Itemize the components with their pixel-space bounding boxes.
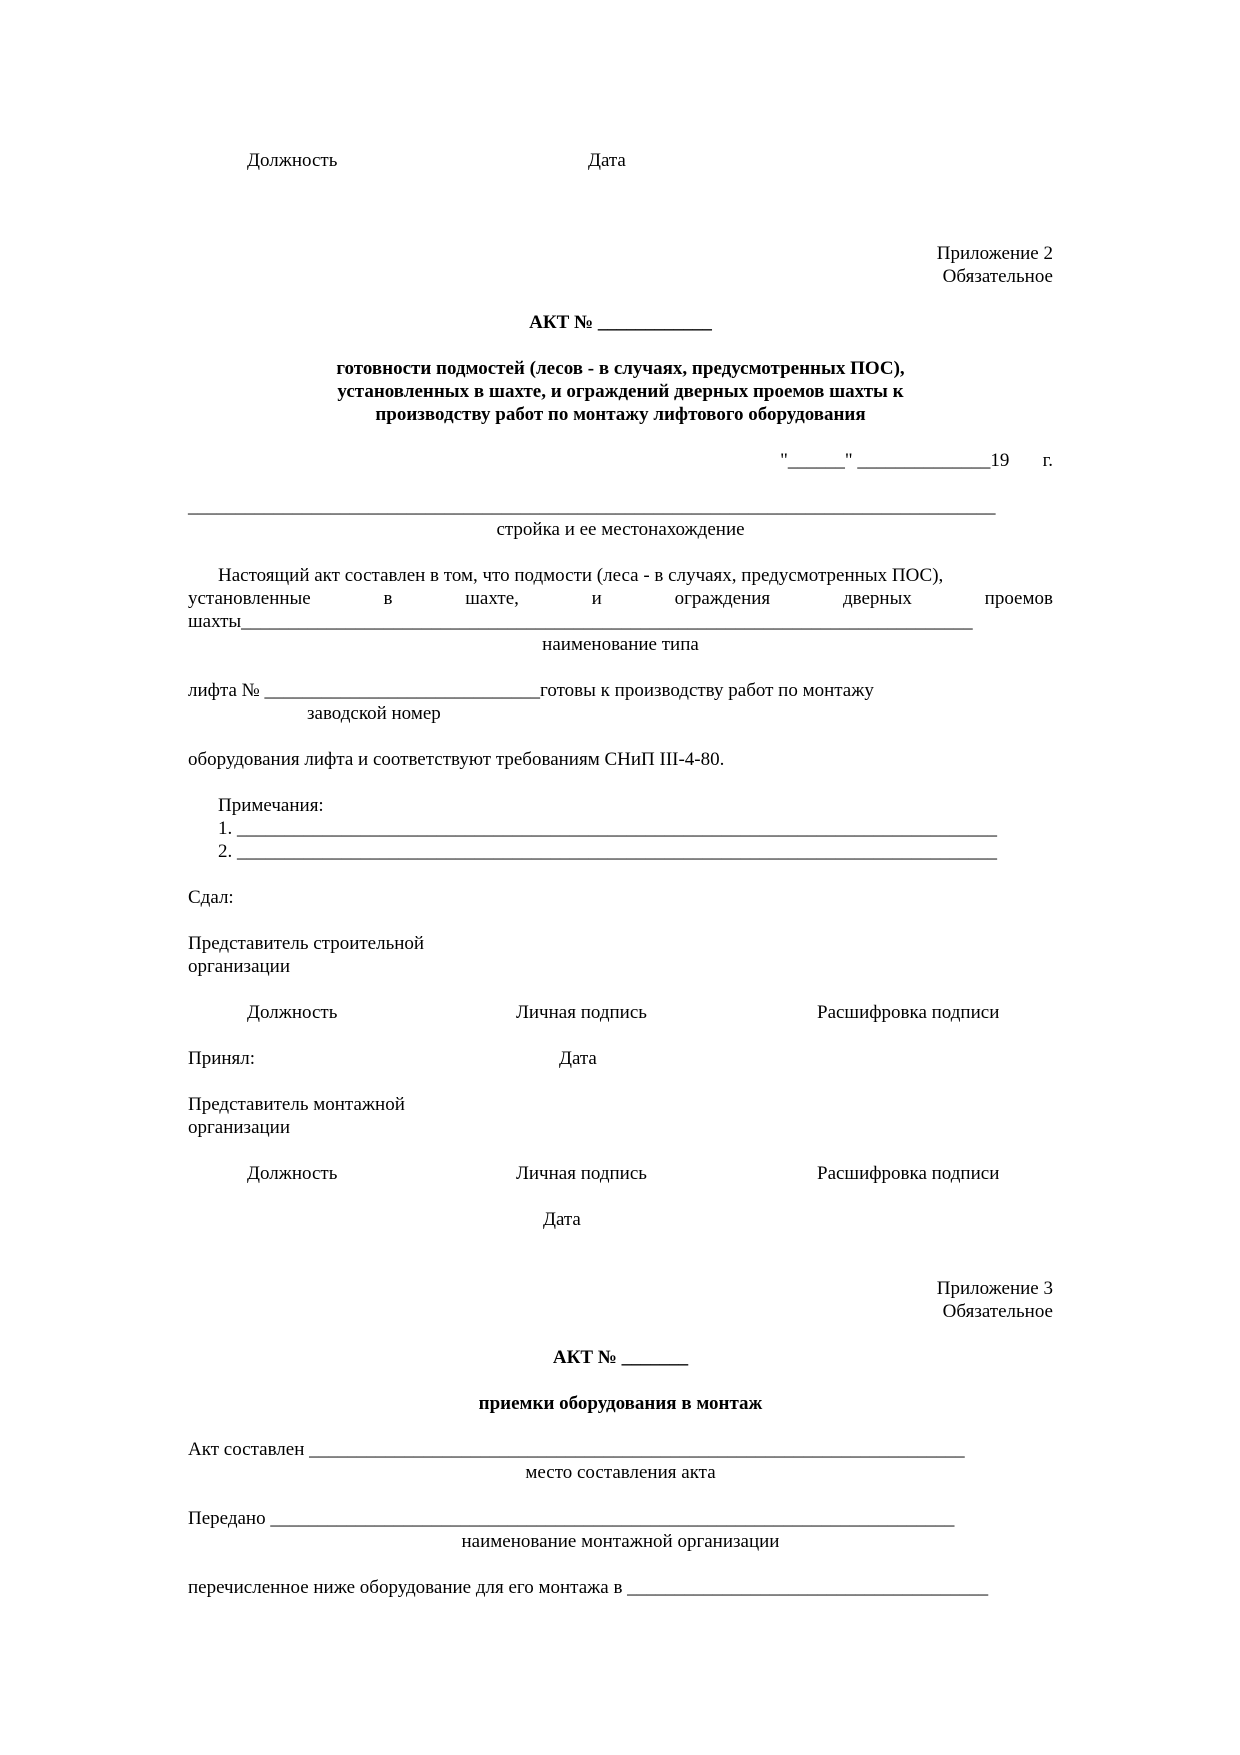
- appendix3-act-number: АКТ № _______: [552, 1347, 689, 1368]
- appendix3-heading: приемки оборудования в монтаж: [478, 1393, 763, 1414]
- type-caption: наименование типа: [542, 634, 699, 655]
- sig1-decoding: Расшифровка подписи: [817, 1002, 1000, 1023]
- top-position-label: Должность: [247, 150, 338, 171]
- conformity-line: оборудования лифта и соответствуют требованиям СНиП III-4-80.: [188, 749, 725, 770]
- transferred-line: Передано ________________________________________________________________________: [188, 1508, 955, 1529]
- site-line: _____________________________________________________________________________________: [188, 496, 996, 517]
- appendix2-status: Обязательное: [942, 266, 1053, 287]
- lift-line: лифта № _____________________________готовы к производству работ по монтажу: [188, 680, 874, 701]
- date1: Дата: [559, 1048, 597, 1069]
- note-2: 2. ________________________________________________________________________________: [218, 841, 997, 862]
- installer-rep-line1: Представитель монтажной: [188, 1094, 405, 1115]
- sig1-signature: Личная подпись: [516, 1002, 647, 1023]
- appendix2-heading-line3: производству работ по монтажу лифтового оборудования: [375, 404, 866, 425]
- place-caption: место составления акта: [525, 1462, 716, 1483]
- appendix2-date-line: "______" ______________19 г.: [780, 450, 1053, 471]
- appendix2-heading-line2: установленных в шахте, и ограждений дверных проемов шахты к: [337, 381, 904, 402]
- sig1-position: Должность: [247, 1002, 338, 1023]
- notes-label: Примечания:: [218, 795, 324, 816]
- body-line2: установленные в шахте, и ограждения дверных проемов: [188, 588, 1053, 609]
- org-caption: наименование монтажной организации: [461, 1531, 780, 1552]
- equipment-line: перечисленное ниже оборудование для его монтажа в ______________________________________: [188, 1577, 989, 1598]
- builder-rep-line1: Представитель строительной: [188, 933, 425, 954]
- date2: Дата: [543, 1209, 581, 1230]
- top-date-label: Дата: [588, 150, 626, 171]
- appendix2-heading-line1: готовности подмостей (лесов - в случаях, предусмотренных ПОС),: [336, 358, 905, 379]
- body-line1: Настоящий акт составлен в том, что подмости (леса - в случаях, предусмотренных ПОС),: [218, 565, 944, 586]
- accepted-label: Принял:: [188, 1048, 256, 1069]
- builder-rep-line2: организации: [188, 956, 291, 977]
- composed-line: Акт составлен _____________________________________________________________________: [188, 1439, 965, 1460]
- appendix3-status: Обязательное: [942, 1301, 1053, 1322]
- note-1: 1. ________________________________________________________________________________: [218, 818, 997, 839]
- appendix2-title: Приложение 2: [936, 243, 1053, 264]
- site-caption: стройка и ее местонахождение: [496, 519, 745, 540]
- handed-label: Сдал:: [188, 887, 234, 908]
- sig2-signature: Личная подпись: [516, 1163, 647, 1184]
- appendix2-act-number: АКТ № ____________: [529, 312, 712, 333]
- sig2-position: Должность: [247, 1163, 338, 1184]
- sig2-decoding: Расшифровка подписи: [817, 1163, 1000, 1184]
- serial-caption: заводской номер: [307, 703, 441, 724]
- appendix3-title: Приложение 3: [936, 1278, 1053, 1299]
- installer-rep-line2: организации: [188, 1117, 291, 1138]
- body-line3: шахты_____________________________________________________________________________: [188, 611, 973, 632]
